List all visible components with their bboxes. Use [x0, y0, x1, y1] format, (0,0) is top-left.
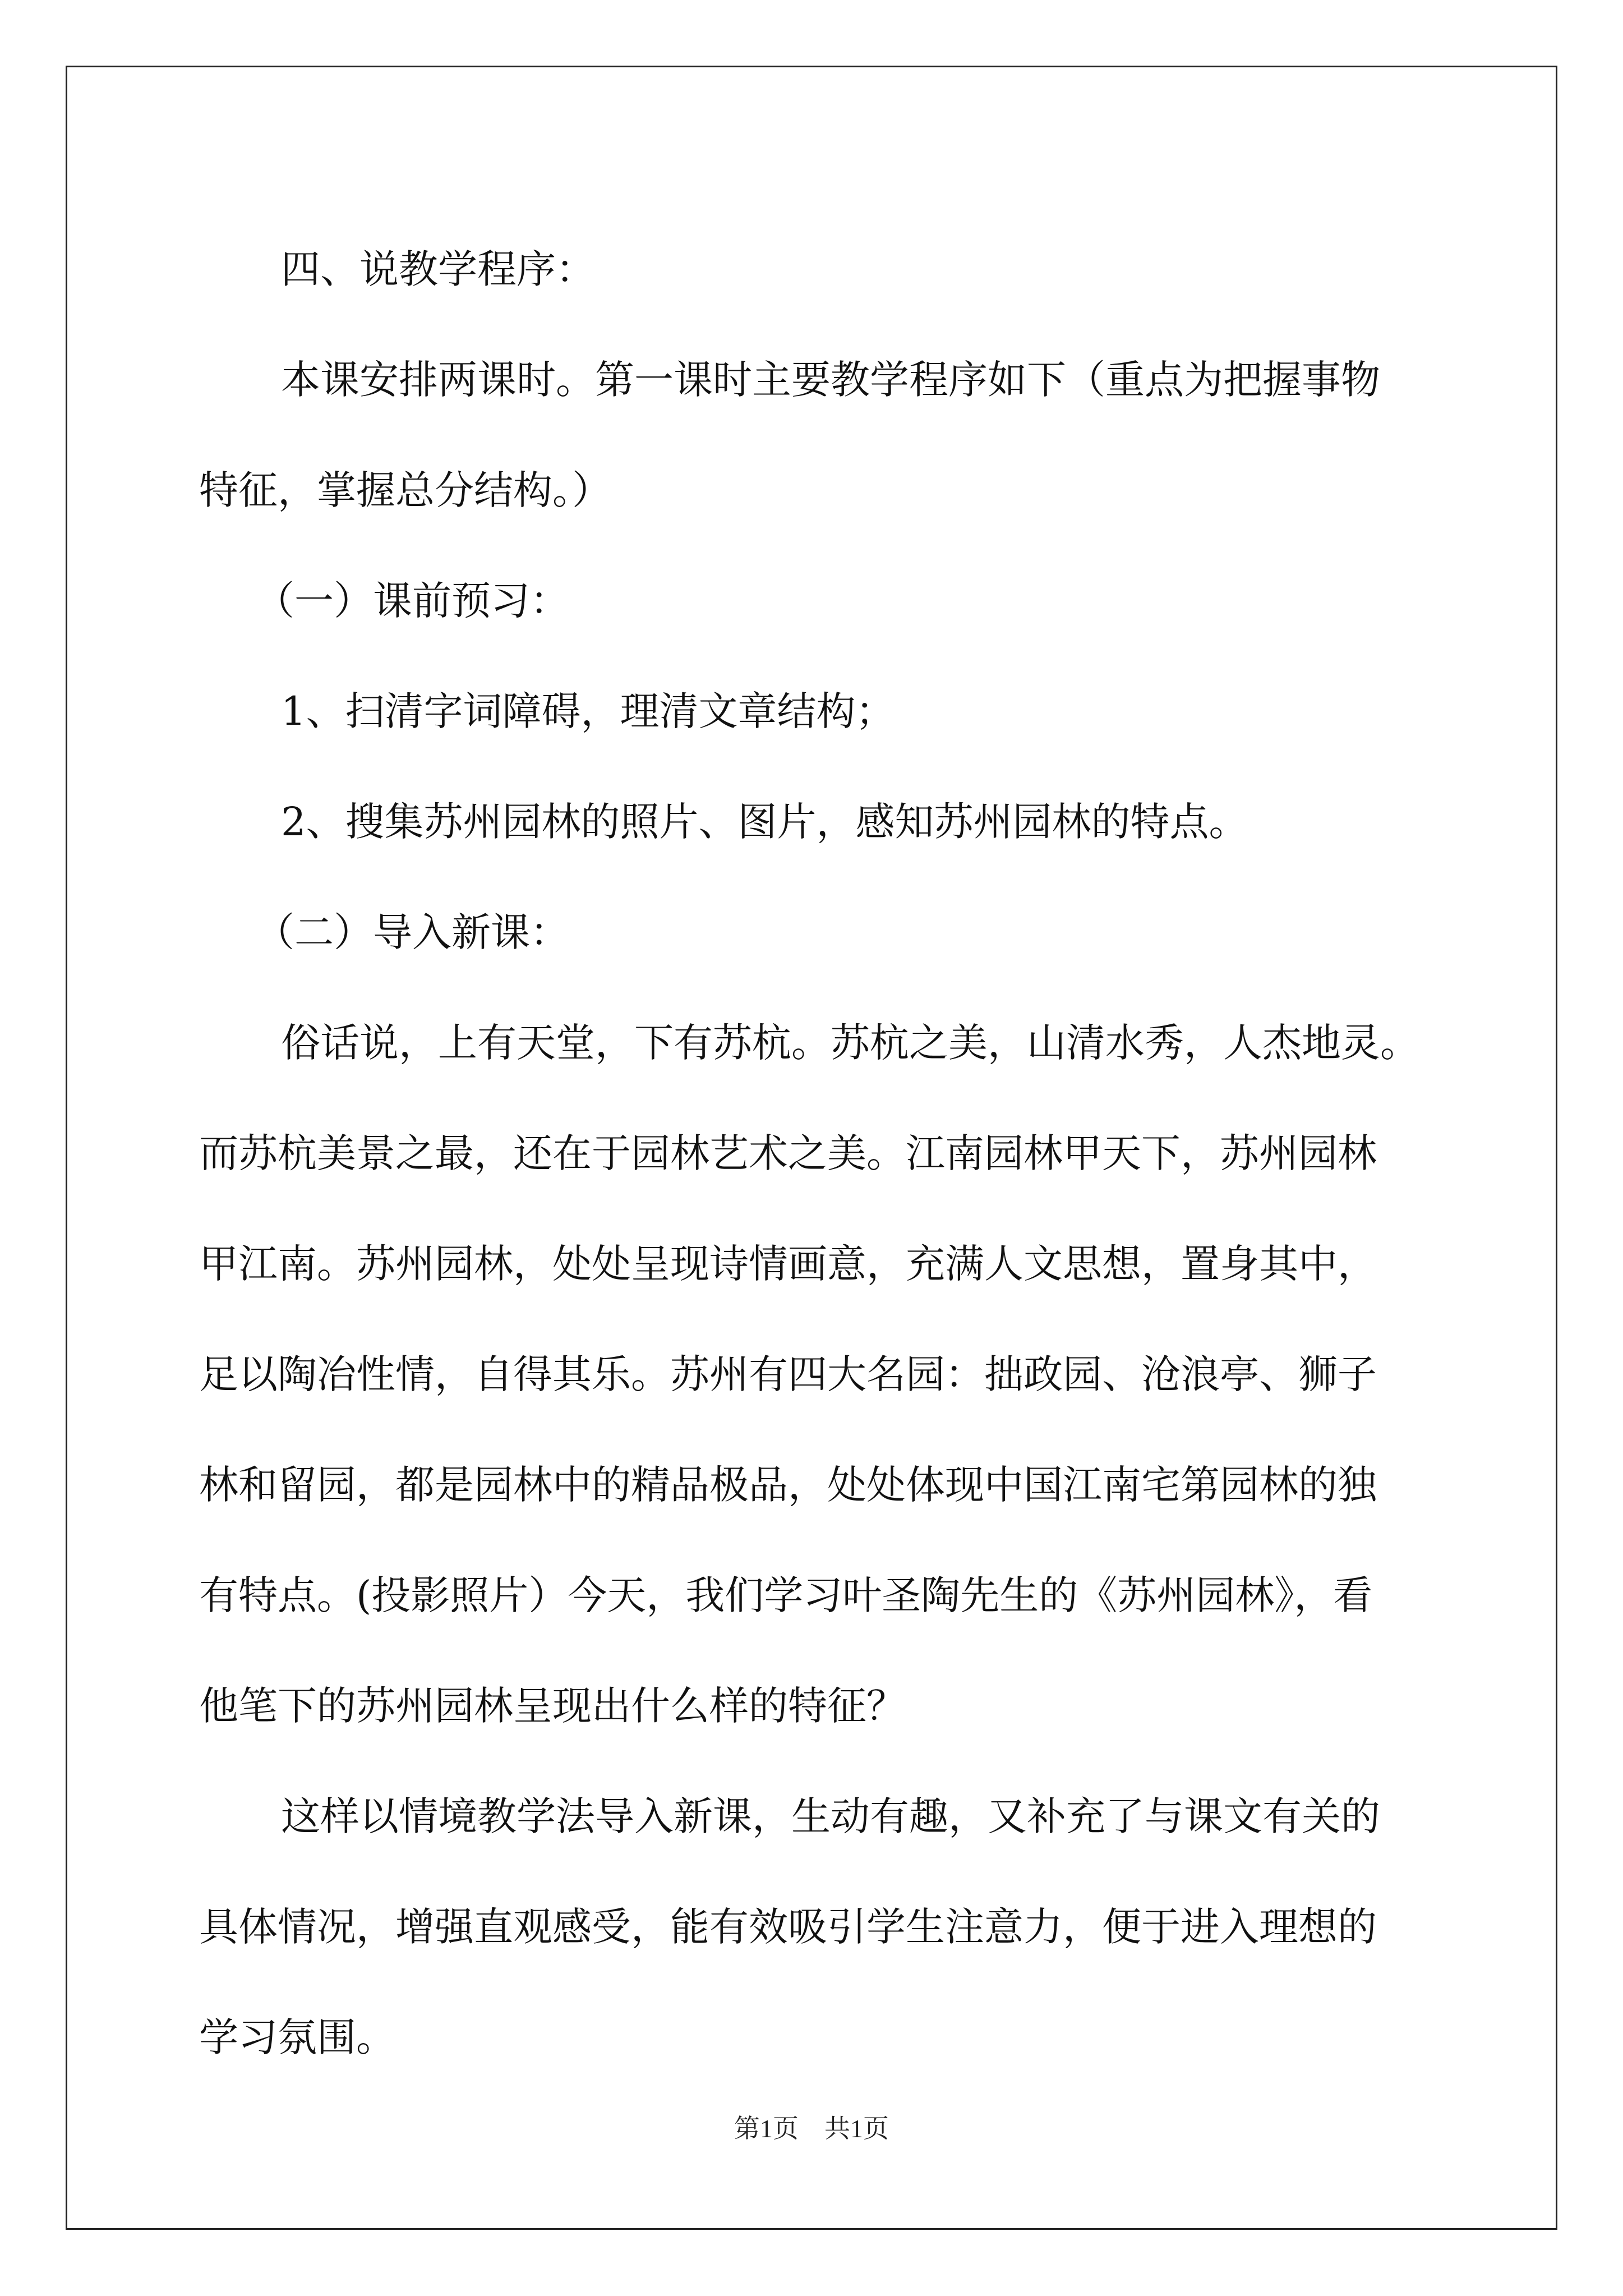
paragraph-line: 具体情况，增强直观感受，能有效吸引学生注意力，便于进入理想的: [199, 1904, 1377, 1950]
page-number-footer: 第1页 共1页: [734, 2114, 889, 2143]
subsection-heading: （二）导入新课：: [255, 909, 569, 955]
list-item: 2、搜集苏州园林的照片、图片，感知苏州园林的特点。: [281, 799, 1248, 845]
document-body: [199, 214, 1433, 2093]
paragraph-line: 俗话说，上有天堂，下有苏杭。苏杭之美，山清水秀，人杰地灵。: [281, 1020, 1419, 1066]
list-item: 1、扫清字词障碍，理清文章结构；: [281, 688, 895, 734]
paragraph-line: 林和留园，都是园林中的精品极品，处处体现中国江南宅第园林的独: [199, 1462, 1377, 1508]
paragraph-line: 学习氛围。: [199, 2014, 395, 2060]
paragraph-line: 而苏杭美景之最，还在于园林艺术之美。江南园林甲天下，苏州园林: [199, 1130, 1377, 1176]
paragraph-line: 特征，掌握总分结构。）: [199, 467, 611, 513]
paragraph-line: 足以陶冶性情，自得其乐。苏州有四大名园：拙政园、沧浪亭、狮子: [199, 1351, 1377, 1397]
paragraph-line: 本课安排两课时。第一课时主要教学程序如下（重点为把握事物: [281, 357, 1380, 403]
paragraph-line: 有特点。(投影照片）今天，我们学习叶圣陶先生的《苏州园林》，看: [199, 1572, 1373, 1618]
section-heading: 四、说教学程序：: [281, 246, 595, 292]
paragraph-line: 他笔下的苏州园林呈现出什么样的特征？: [199, 1683, 906, 1729]
paragraph-line: 甲江南。苏州园林，处处呈现诗情画意，充满人文思想，置身其中，: [199, 1241, 1377, 1287]
subsection-heading: （一）课前预习：: [255, 578, 569, 624]
paragraph-line: 这样以情境教学法导入新课，生动有趣，又补充了与课文有关的: [281, 1793, 1380, 1839]
